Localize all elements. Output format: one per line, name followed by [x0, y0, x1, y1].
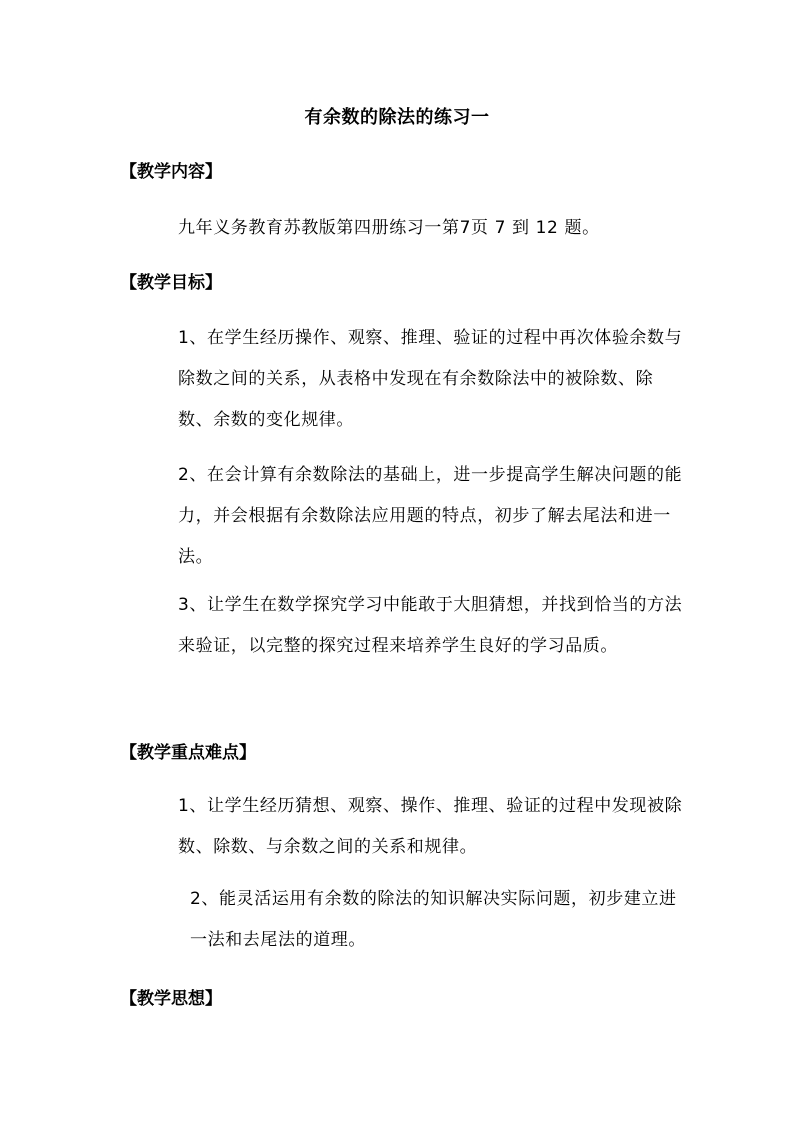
section-heading-teaching-content: 【教学内容】	[120, 162, 222, 182]
document-title: 有余数的除法的练习一	[304, 107, 490, 128]
paragraph-teaching-content: 九年义务教育苏教版第四册练习一第7页 7 到 12 题。	[178, 218, 600, 238]
paragraph-key-point-2: 2、能灵活运用有余数的除法的知识解决实际问题，初步建立进一法和去尾法的道理。	[190, 889, 677, 950]
paragraph-goal-3: 3、让学生在数学探究学习中能敢于大胆猜想，并找到恰当的方法来验证，以完整的探究过程来培养学生良好的学习品质。	[178, 595, 683, 656]
paragraph-goal-1: 1、在学生经历操作、观察、推理、验证的过程中再次体验余数与除数之间的关系，从表格中发现在有余数除法中的被除数、除数、余数的变化规律。	[178, 328, 683, 430]
section-heading-teaching-goals: 【教学目标】	[120, 273, 222, 293]
section-heading-key-difficult-points: 【教学重点难点】	[120, 743, 256, 763]
section-heading-teaching-philosophy: 【教学思想】	[120, 989, 222, 1009]
paragraph-goal-2: 2、在会计算有余数除法的基础上，进一步提高学生解决问题的能力，并会根据有余数除法应用题的特点，初步了解去尾法和进一法。	[178, 465, 683, 567]
paragraph-key-point-1: 1、让学生经历猜想、观察、操作、推理、验证的过程中发现被除数、除数、与余数之间的关系和规律。	[178, 796, 683, 857]
